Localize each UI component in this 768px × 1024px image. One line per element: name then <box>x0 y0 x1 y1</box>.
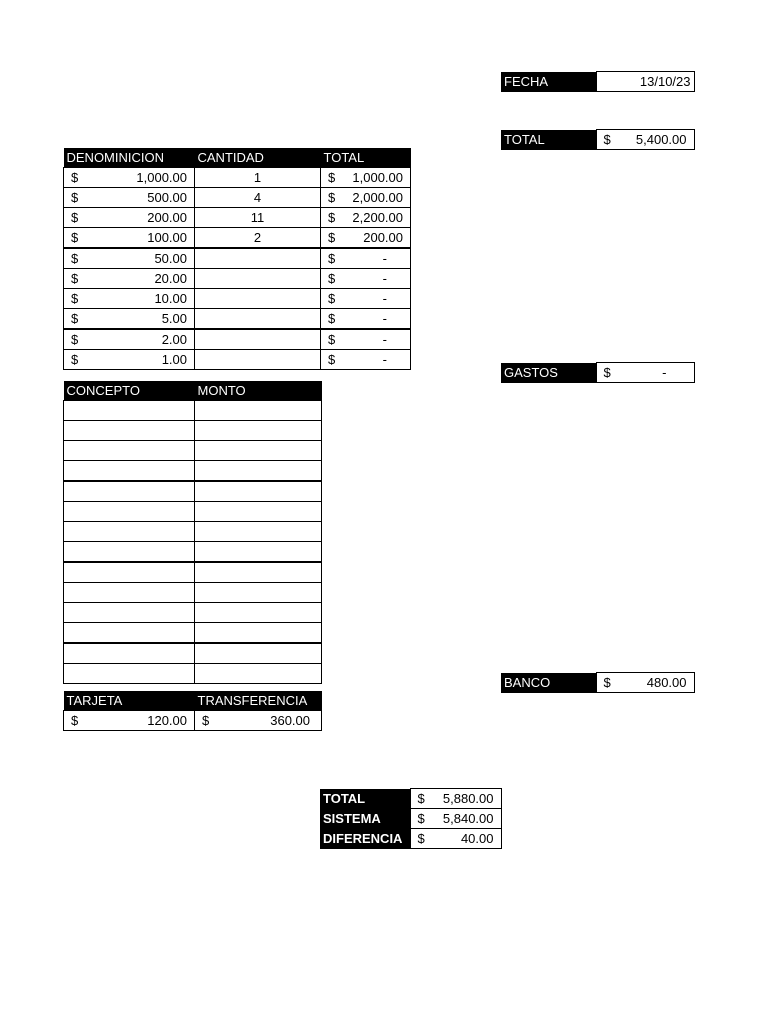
row-total-value: - <box>382 311 387 326</box>
row-total-cell[interactable] <box>321 329 411 350</box>
currency-symbol: $ <box>71 251 79 266</box>
currency-symbol: $ <box>71 230 79 245</box>
denomination-row <box>64 188 411 208</box>
concept-row <box>64 522 322 542</box>
concept-cell[interactable] <box>64 623 195 644</box>
denomination-row <box>64 309 411 330</box>
denomination-value: 2.00 <box>161 332 187 347</box>
concept-row <box>64 623 322 644</box>
concept-row <box>64 664 322 684</box>
concept-cell[interactable] <box>64 461 195 482</box>
concept-cell[interactable] <box>64 643 195 664</box>
transferencia-value: 360.00 <box>270 713 310 728</box>
concept-cell[interactable] <box>64 664 195 684</box>
denomination-row <box>64 208 411 228</box>
row-total-value: - <box>382 251 387 266</box>
denomination-row <box>64 269 411 289</box>
denomination-cell[interactable] <box>64 208 195 228</box>
fecha-box <box>501 71 695 92</box>
denomination-cell[interactable] <box>64 269 195 289</box>
total-top-value: 5,400.00 <box>635 132 687 147</box>
header-tarjeta: TARJETA <box>66 693 123 708</box>
concept-cell[interactable] <box>64 562 195 583</box>
denomination-cell[interactable] <box>64 188 195 208</box>
banco-label: BANCO <box>501 673 596 693</box>
header-cantidad: CANTIDAD <box>197 150 264 165</box>
denominations-header <box>64 148 411 168</box>
currency-symbol: $ <box>328 230 336 245</box>
row-total-value: 2,000.00 <box>352 190 403 205</box>
concept-cell[interactable] <box>64 502 195 522</box>
row-total-value: 200.00 <box>363 230 403 245</box>
currency-symbol: $ <box>71 332 79 347</box>
denomination-cell[interactable] <box>64 289 195 309</box>
payments-header <box>64 691 322 711</box>
concept-row <box>64 583 322 603</box>
quantity-cell[interactable] <box>195 329 321 350</box>
concept-row <box>64 542 322 563</box>
denomination-cell[interactable] <box>64 329 195 350</box>
header-concepto: CONCEPTO <box>66 383 140 398</box>
amount-cell[interactable] <box>195 481 322 502</box>
currency-symbol: $ <box>202 713 210 728</box>
row-total-value: - <box>382 271 387 286</box>
gastos-value: - <box>662 365 667 380</box>
payments-table <box>63 691 322 731</box>
concept-cell[interactable] <box>64 441 195 461</box>
row-total-cell[interactable] <box>321 248 411 269</box>
summary-row <box>320 809 501 829</box>
total-top-value-cell[interactable] <box>596 130 694 150</box>
header-transferencia: TRANSFERENCIA <box>197 693 308 708</box>
row-total-value: - <box>382 332 387 347</box>
amount-cell[interactable] <box>195 522 322 542</box>
denominations-table <box>63 148 411 370</box>
concept-cell[interactable] <box>64 583 195 603</box>
summary-row <box>320 789 501 809</box>
row-total-value: 1,000.00 <box>352 170 403 185</box>
amount-cell[interactable] <box>195 421 322 441</box>
payments-row <box>64 711 322 731</box>
currency-symbol: $ <box>71 291 79 306</box>
currency-symbol: $ <box>328 190 336 205</box>
summary-table <box>320 788 502 849</box>
amount-cell[interactable] <box>195 401 322 421</box>
row-total-value: 2,200.00 <box>352 210 403 225</box>
row-total-cell[interactable] <box>321 188 411 208</box>
quantity-cell[interactable]: 2 <box>195 228 321 249</box>
tarjeta-cell[interactable] <box>64 711 195 731</box>
quantity-cell[interactable] <box>195 248 321 269</box>
gastos-value-cell[interactable] <box>596 363 694 383</box>
concepts-table <box>63 381 322 684</box>
amount-cell[interactable] <box>195 461 322 482</box>
currency-symbol: $ <box>328 271 336 286</box>
concept-row <box>64 502 322 522</box>
currency-symbol: $ <box>71 170 79 185</box>
denomination-row <box>64 248 411 269</box>
currency-symbol: $ <box>328 332 336 347</box>
summary-value: 5,840.00 <box>442 811 494 826</box>
denomination-value: 1,000.00 <box>136 170 187 185</box>
denomination-row <box>64 168 411 188</box>
quantity-cell[interactable] <box>195 309 321 330</box>
amount-cell[interactable] <box>195 603 322 623</box>
concept-cell[interactable] <box>64 542 195 563</box>
summary-label: TOTAL <box>320 789 410 809</box>
denomination-row <box>64 350 411 370</box>
amount-cell[interactable] <box>195 502 322 522</box>
amount-cell[interactable] <box>195 623 322 644</box>
row-total-cell[interactable] <box>321 168 411 188</box>
denomination-row <box>64 289 411 309</box>
transferencia-cell[interactable] <box>195 711 322 731</box>
row-total-cell[interactable] <box>321 269 411 289</box>
row-total-value: - <box>382 352 387 367</box>
denomination-value: 100.00 <box>147 230 187 245</box>
row-total-cell[interactable] <box>321 309 411 330</box>
denomination-cell[interactable] <box>64 248 195 269</box>
denomination-cell[interactable] <box>64 228 195 249</box>
concept-cell[interactable] <box>64 421 195 441</box>
gastos-box <box>501 362 695 383</box>
concept-row <box>64 401 322 421</box>
summary-row <box>320 829 501 849</box>
denomination-cell[interactable] <box>64 168 195 188</box>
currency-symbol: $ <box>328 311 336 326</box>
concept-row <box>64 603 322 623</box>
banco-value-cell[interactable] <box>596 673 694 693</box>
banco-box <box>501 672 695 693</box>
denomination-cell[interactable] <box>64 350 195 370</box>
concept-cell[interactable] <box>64 481 195 502</box>
denomination-row <box>64 329 411 350</box>
currency-symbol: $ <box>603 365 611 380</box>
concept-row <box>64 461 322 482</box>
concept-row <box>64 643 322 664</box>
currency-symbol: $ <box>71 210 79 225</box>
summary-value: 40.00 <box>460 831 494 846</box>
denomination-value: 50.00 <box>154 251 187 266</box>
quantity-cell[interactable]: 11 <box>195 208 321 228</box>
denomination-value: 200.00 <box>147 210 187 225</box>
denomination-row <box>64 228 411 249</box>
header-monto: MONTO <box>197 383 246 398</box>
currency-symbol: $ <box>71 271 79 286</box>
concept-row <box>64 441 322 461</box>
currency-symbol: $ <box>417 791 425 806</box>
currency-symbol: $ <box>328 170 336 185</box>
denomination-value: 500.00 <box>147 190 187 205</box>
concept-row <box>64 421 322 441</box>
summary-label: DIFERENCIA <box>320 829 410 849</box>
concept-cell[interactable] <box>64 522 195 542</box>
denomination-value: 20.00 <box>154 271 187 286</box>
total-top-box <box>501 129 695 150</box>
header-denominacion: DENOMINICION <box>66 150 164 165</box>
amount-cell[interactable] <box>195 562 322 583</box>
currency-symbol: $ <box>417 811 425 826</box>
row-total-cell[interactable] <box>321 350 411 370</box>
header-total: TOTAL <box>323 150 365 165</box>
amount-cell[interactable] <box>195 583 322 603</box>
gastos-label: GASTOS <box>501 363 596 383</box>
row-total-cell[interactable] <box>321 289 411 309</box>
amount-cell[interactable] <box>195 664 322 684</box>
concept-row <box>64 562 322 583</box>
total-top-label: TOTAL <box>501 130 596 150</box>
banco-value: 480.00 <box>646 675 687 690</box>
amount-cell[interactable] <box>195 643 322 664</box>
concept-row <box>64 481 322 502</box>
currency-symbol: $ <box>328 291 336 306</box>
row-total-cell[interactable] <box>321 208 411 228</box>
currency-symbol: $ <box>71 352 79 367</box>
concept-cell[interactable] <box>64 401 195 421</box>
currency-symbol: $ <box>71 311 79 326</box>
amount-cell[interactable] <box>195 441 322 461</box>
currency-symbol: $ <box>603 675 611 690</box>
currency-symbol: $ <box>328 210 336 225</box>
denomination-cell[interactable] <box>64 309 195 330</box>
quantity-cell[interactable]: 1 <box>195 168 321 188</box>
currency-symbol: $ <box>71 713 79 728</box>
quantity-cell[interactable] <box>195 289 321 309</box>
currency-symbol: $ <box>328 352 336 367</box>
summary-value-cell[interactable] <box>410 809 501 829</box>
tarjeta-value: 120.00 <box>147 713 187 728</box>
quantity-cell[interactable] <box>195 350 321 370</box>
fecha-label: FECHA <box>501 72 596 92</box>
summary-value: 5,880.00 <box>442 791 494 806</box>
concepts-header <box>64 381 322 401</box>
concept-cell[interactable] <box>64 603 195 623</box>
currency-symbol: $ <box>417 831 425 846</box>
summary-value-cell[interactable] <box>410 789 501 809</box>
fecha-value[interactable]: 13/10/23 <box>596 72 694 92</box>
currency-symbol: $ <box>328 251 336 266</box>
currency-symbol: $ <box>71 190 79 205</box>
summary-label: SISTEMA <box>320 809 410 829</box>
row-total-value: - <box>382 291 387 306</box>
denomination-value: 5.00 <box>161 311 187 326</box>
summary-value-cell[interactable] <box>410 829 501 849</box>
amount-cell[interactable] <box>195 542 322 563</box>
denomination-value: 10.00 <box>154 291 187 306</box>
currency-symbol: $ <box>603 132 611 147</box>
row-total-cell[interactable] <box>321 228 411 249</box>
quantity-cell[interactable] <box>195 269 321 289</box>
denomination-value: 1.00 <box>161 352 187 367</box>
quantity-cell[interactable]: 4 <box>195 188 321 208</box>
